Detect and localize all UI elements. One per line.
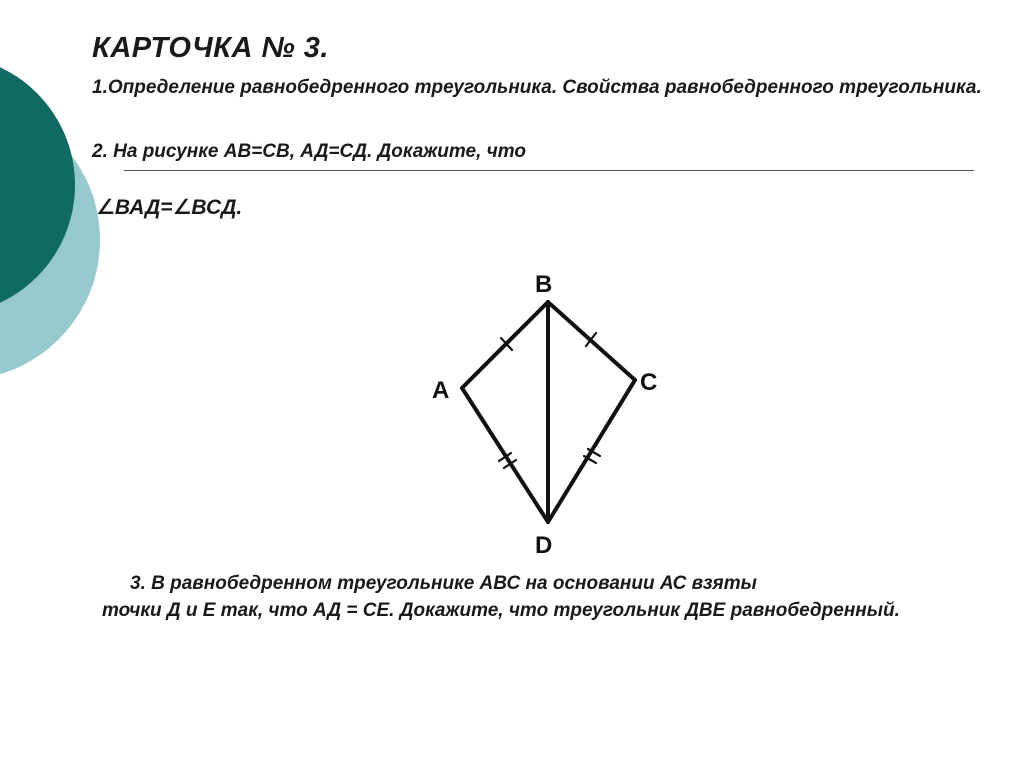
card-title: КАРТОЧКА № 3. xyxy=(92,32,329,64)
segment-ab xyxy=(462,302,548,388)
task-2-text: 2. На рисунке АВ=СВ, АД=СД. Докажите, что xyxy=(92,141,526,162)
segment-bc xyxy=(548,302,635,380)
vertex-label-b: B xyxy=(535,271,553,298)
task-3-line-1: 3. В равнобедренном треугольнике АВС на основании АС взяты xyxy=(130,573,757,594)
vertex-label-a: A xyxy=(432,377,450,404)
task-2-angles-statement: ∠ВАД=∠ВСД. xyxy=(96,196,243,219)
kite-figure xyxy=(370,230,720,570)
task-3-rest: точки Д и Е так, что АД = СЕ. Докажите, что треугольник ДВЕ равнобедренный. xyxy=(102,600,900,621)
segment-ad xyxy=(462,388,548,522)
task-1-text: 1.Определение равнобедренного треугольника. Свойства равнобедренного треугольника. xyxy=(92,77,982,98)
vertex-label-d: D xyxy=(535,532,553,559)
vertex-label-c: C xyxy=(640,369,658,396)
underline-rule xyxy=(124,170,974,171)
task-3-text xyxy=(102,570,922,624)
